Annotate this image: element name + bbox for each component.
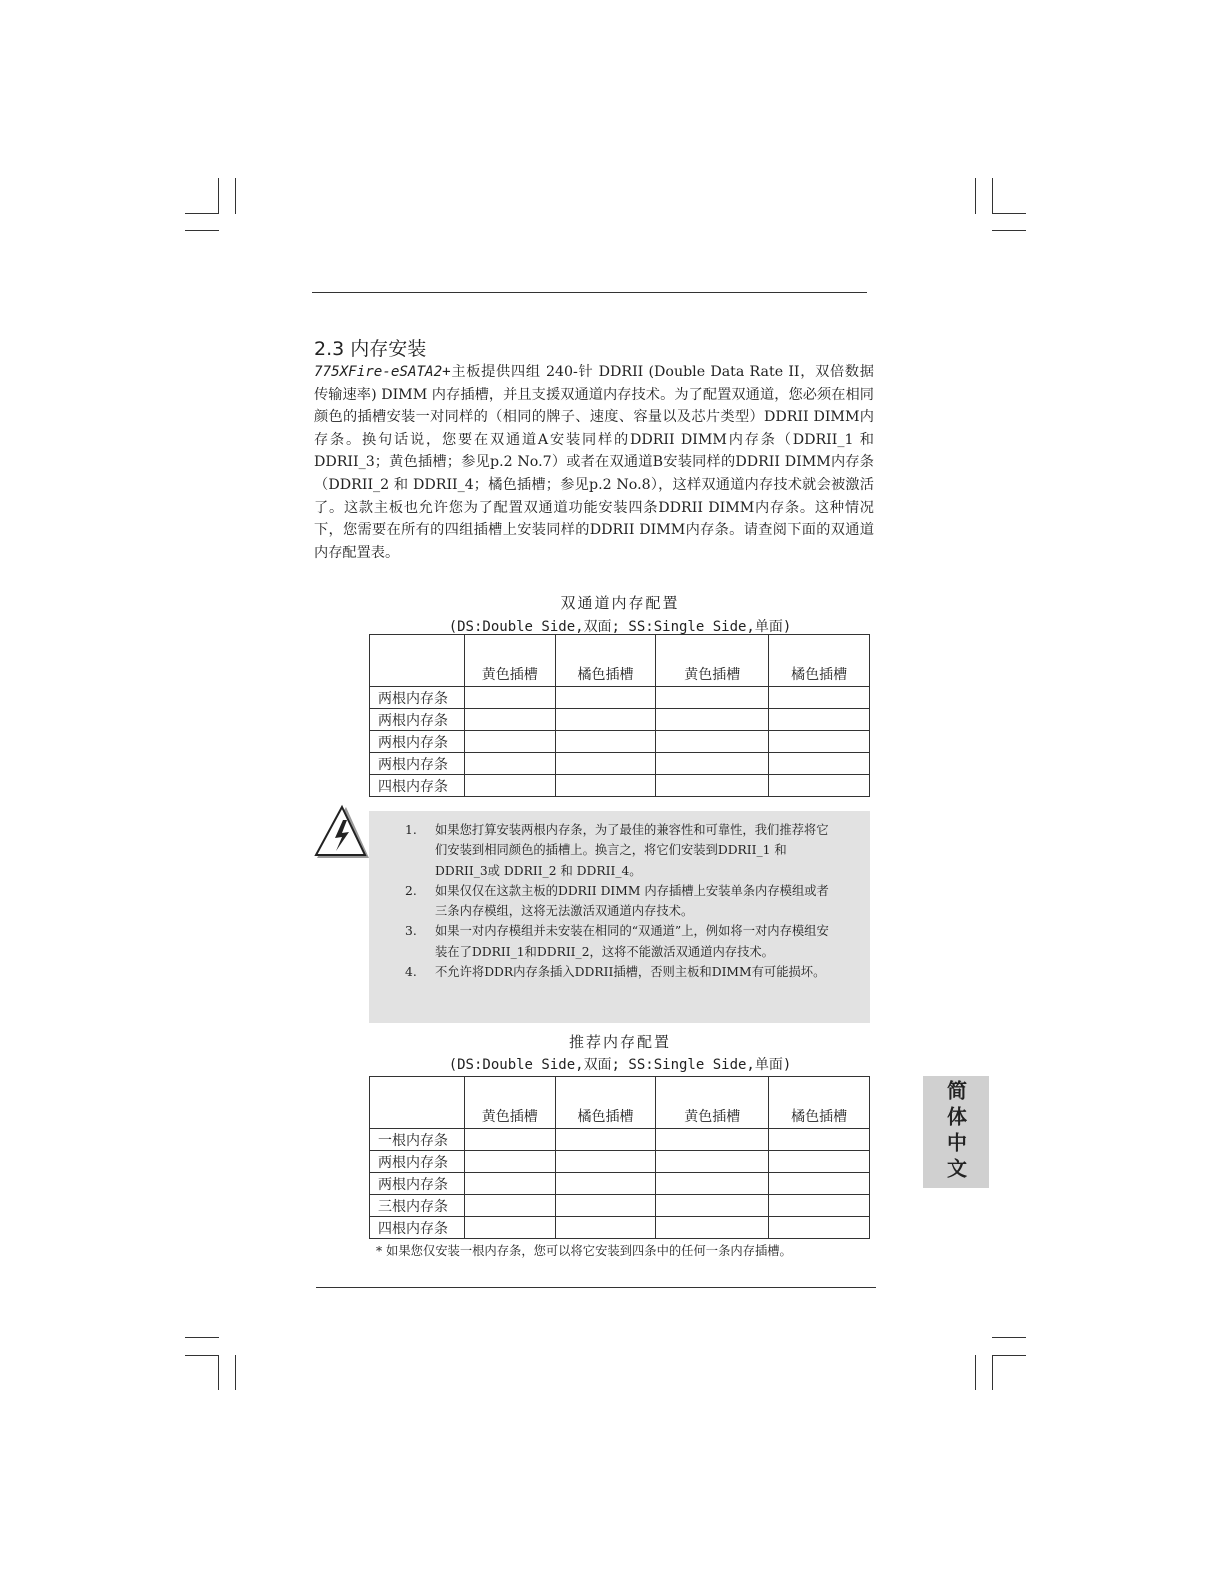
crop-mark xyxy=(218,178,219,214)
table-cell xyxy=(555,1129,656,1151)
crop-mark xyxy=(185,1337,219,1338)
item-number: 2. xyxy=(405,883,417,898)
list-item xyxy=(405,881,830,922)
row-label: 三根内存条 xyxy=(370,1195,465,1217)
crop-mark xyxy=(975,178,976,214)
crop-mark xyxy=(992,1355,1026,1356)
item-text: 不允许将DDR内存条插入DDRII插槽，否则主板和DIMM有可能损坏。 xyxy=(435,965,826,980)
crop-mark xyxy=(992,213,1026,214)
table-cell xyxy=(769,775,870,797)
row-label: 两根内存条 xyxy=(370,753,465,775)
table-cell xyxy=(769,709,870,731)
header-cell: 黄色插槽 xyxy=(464,635,555,687)
recommended-config-table xyxy=(369,1076,870,1239)
table-header-row xyxy=(370,1077,870,1129)
crop-mark xyxy=(235,178,236,214)
table-cell xyxy=(769,1173,870,1195)
table-cell xyxy=(769,731,870,753)
table-cell xyxy=(464,753,555,775)
crop-mark xyxy=(235,1355,236,1390)
crop-mark xyxy=(992,230,1026,231)
header-cell: 黄色插槽 xyxy=(656,635,769,687)
header-rule xyxy=(312,292,867,293)
table-cell xyxy=(656,1151,769,1173)
crop-mark xyxy=(992,178,993,214)
section-title: 2.3 内存安装 xyxy=(314,338,427,360)
high-voltage-warning-icon xyxy=(312,804,372,864)
table-cell xyxy=(555,1217,656,1239)
item-text: 如果您打算安装两根内存条，为了最佳的兼容性和可靠性，我们推荐将它们安装到相同颜色的插槽上。换言之，将它们安装到DDRII_1 和 DDRII_3或 DDRII_2 和 DDRII_4。 xyxy=(435,823,829,878)
table-cell xyxy=(656,775,769,797)
table-cell xyxy=(656,687,769,709)
header-cell: 橘色插槽 xyxy=(769,635,870,687)
table-cell xyxy=(555,687,656,709)
recommended-table-title: 推荐内存配置 xyxy=(568,1033,671,1051)
header-cell: 黄色插槽 xyxy=(656,1077,769,1129)
table-row xyxy=(370,731,870,753)
table-cell xyxy=(464,1217,555,1239)
header-cell: 橘色插槽 xyxy=(769,1077,870,1129)
table-row xyxy=(370,1173,870,1195)
table-cell xyxy=(769,1129,870,1151)
intro-text: 主板提供四组 240-针 DDRII (Double Data Rate II，双倍数据传输速率) DIMM 内存插槽，并且支援双通道内存技术。为了配置双通道，您必须在相同颜色的插槽安装一对同样的（相同的牌子、速度、容量以及芯片类型）DDRII DIMM内存条。换句话说，您要在双通道A安装同样的DDRII DIMM内存条（DDRII_1 和 DDRII_3；黄色插槽；参见p.2 No.7）或者在双通道B安装同样的DDRII DIMM内存条（DDRII_2 和 DDRII_4；橘色插槽；参见p.2 No.8），这样双通道内存技术就会被激活了。这款主板也允许您为了配置双通道功能安装四条DDRII DIMM内存条。这种情况下，您需要在所有的四组插槽上安装同样的DDRII DIMM内存条。请查阅下面的双通道内存配置表。 xyxy=(314,364,874,561)
row-label: 两根内存条 xyxy=(370,1151,465,1173)
footer-rule xyxy=(316,1287,876,1288)
table-row xyxy=(370,753,870,775)
row-label: 两根内存条 xyxy=(370,687,465,709)
language-tab-label: 简体中文 xyxy=(943,1080,968,1184)
item-text: 如果一对内存模组并未安装在相同的“双通道”上，例如将一对内存模组安装在了DDRII_1和DDRII_2，这将不能激活双通道内存技术。 xyxy=(435,924,829,959)
table-cell xyxy=(555,1195,656,1217)
item-number: 4. xyxy=(405,965,417,980)
crop-mark xyxy=(975,1355,976,1390)
table-cell xyxy=(464,687,555,709)
dual-channel-table-title: 双通道内存配置 xyxy=(560,594,680,612)
table-cell xyxy=(656,753,769,775)
language-tab xyxy=(923,1076,989,1188)
table-cell xyxy=(769,1151,870,1173)
table-row xyxy=(370,775,870,797)
table-cell xyxy=(656,1129,769,1151)
table-row xyxy=(370,687,870,709)
table-cell xyxy=(464,709,555,731)
crop-mark xyxy=(992,1337,1026,1338)
table-cell xyxy=(464,1173,555,1195)
header-cell xyxy=(370,635,465,687)
table-cell xyxy=(656,709,769,731)
table-row xyxy=(370,709,870,731)
list-item xyxy=(405,962,830,982)
table-row xyxy=(370,1195,870,1217)
item-text: 如果仅仅在这款主板的DDRII DIMM 内存插槽上安装单条内存模组或者三条内存模组，这将无法激活双通道内存技术。 xyxy=(435,883,829,919)
list-item xyxy=(405,921,830,962)
table-cell xyxy=(769,687,870,709)
header-cell: 橘色插槽 xyxy=(555,635,656,687)
table-cell xyxy=(555,731,656,753)
row-label: 四根内存条 xyxy=(370,775,465,797)
item-number: 1. xyxy=(405,823,417,837)
table-cell xyxy=(555,1151,656,1173)
row-label: 四根内存条 xyxy=(370,1217,465,1239)
table-cell xyxy=(464,1129,555,1151)
table-cell xyxy=(464,731,555,753)
crop-mark xyxy=(185,213,219,214)
recommended-table-subtitle: (DS:Double Side,双面; SS:Single Side,单面) xyxy=(448,1057,792,1073)
row-label: 两根内存条 xyxy=(370,709,465,731)
header-cell: 橘色插槽 xyxy=(555,1077,656,1129)
table-header-row xyxy=(370,635,870,687)
dual-channel-config-table xyxy=(369,634,870,797)
table-cell xyxy=(656,731,769,753)
crop-mark xyxy=(185,230,219,231)
table-cell xyxy=(769,1195,870,1217)
header-cell: 黄色插槽 xyxy=(464,1077,555,1129)
table-cell xyxy=(464,775,555,797)
intro-paragraph xyxy=(314,361,874,564)
item-number: 3. xyxy=(405,924,417,939)
warning-notes-box xyxy=(369,811,870,1023)
table-cell xyxy=(656,1195,769,1217)
crop-mark xyxy=(218,1355,219,1390)
list-item xyxy=(405,820,830,881)
header-cell xyxy=(370,1077,465,1129)
dual-channel-table-subtitle: (DS:Double Side,双面; SS:Single Side,单面) xyxy=(448,619,792,635)
model-name: 775XFire-eSATA2+ xyxy=(314,364,451,380)
table-row xyxy=(370,1217,870,1239)
table-row xyxy=(370,1129,870,1151)
table-cell xyxy=(555,753,656,775)
row-label: 一根内存条 xyxy=(370,1129,465,1151)
warning-list xyxy=(405,820,830,982)
footnote: * 如果您仅安装一根内存条，您可以将它安装到四条中的任何一条内存插槽。 xyxy=(376,1244,792,1258)
table-cell xyxy=(656,1173,769,1195)
crop-mark xyxy=(185,1355,219,1356)
table-cell xyxy=(555,775,656,797)
table-cell xyxy=(769,753,870,775)
row-label: 两根内存条 xyxy=(370,731,465,753)
table-cell xyxy=(656,1217,769,1239)
table-cell xyxy=(555,709,656,731)
table-cell xyxy=(464,1151,555,1173)
row-label: 两根内存条 xyxy=(370,1173,465,1195)
table-row xyxy=(370,1151,870,1173)
table-cell xyxy=(464,1195,555,1217)
crop-mark xyxy=(992,1355,993,1390)
table-cell xyxy=(769,1217,870,1239)
table-cell xyxy=(555,1173,656,1195)
